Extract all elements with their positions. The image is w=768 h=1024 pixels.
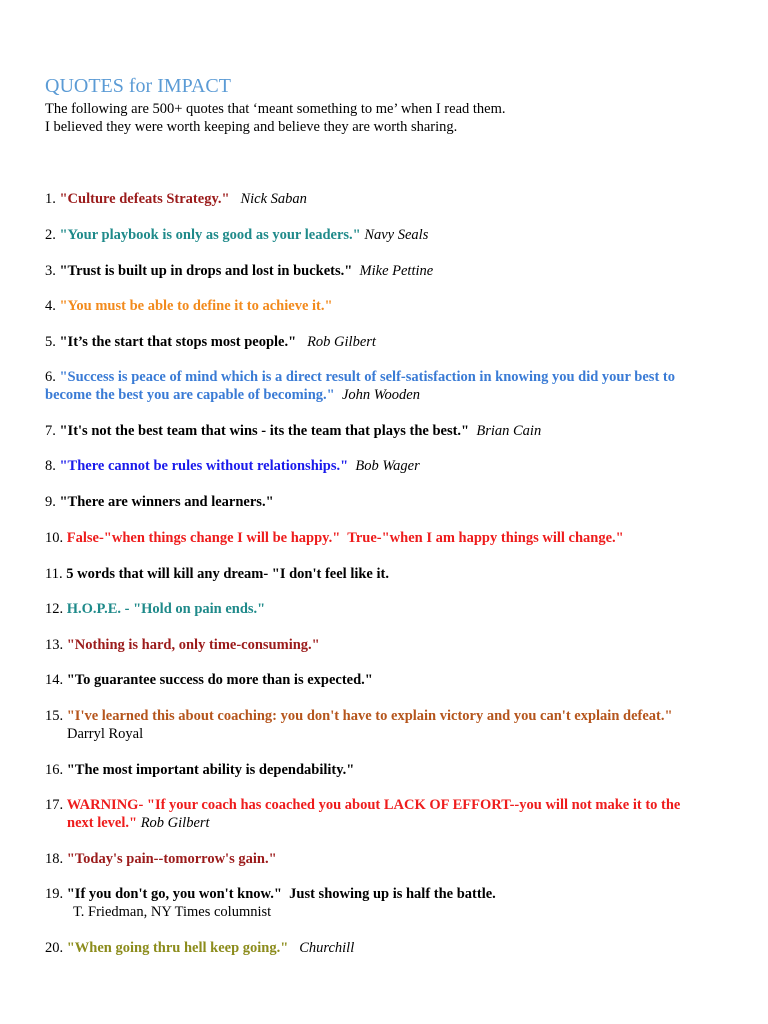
quote-text-line-2: become the best you are capable of becoming." bbox=[45, 387, 335, 403]
quote-number: 15. bbox=[45, 708, 64, 724]
quote-author: Bob Wager bbox=[355, 458, 420, 474]
quote-number: 12. bbox=[45, 601, 64, 617]
quote-item-15 bbox=[45, 707, 745, 743]
intro-line-1: The following are 500+ quotes that ‘meant something to me’ when I read them. bbox=[45, 101, 506, 117]
quote-text: False-"when things change I will be happy." True-"when I am happy things will change." bbox=[66, 530, 624, 546]
quote-number: 4. bbox=[45, 298, 56, 314]
quote-number: 20. bbox=[45, 940, 64, 956]
quote-item-10 bbox=[45, 529, 745, 547]
quote-text: "Today's pain--tomorrow's gain." bbox=[66, 851, 277, 867]
quote-item-18 bbox=[45, 850, 745, 868]
quote-item-19 bbox=[45, 885, 745, 921]
quote-text: "It's not the best team that wins - its the team that plays the best." bbox=[59, 423, 470, 439]
quote-number: 6. bbox=[45, 369, 56, 385]
intro-text bbox=[45, 100, 745, 136]
quote-text: "Your playbook is only as good as your leaders." bbox=[59, 227, 361, 243]
quote-author: Rob Gilbert bbox=[140, 815, 210, 831]
quote-number: 11. bbox=[45, 566, 63, 582]
quote-text: "If you don't go, you won't know." bbox=[66, 886, 282, 902]
quote-text: "When going thru hell keep going." bbox=[66, 940, 289, 956]
quote-item-5 bbox=[45, 333, 745, 351]
quote-text: H.O.P.E. - "Hold on pain ends." bbox=[66, 601, 266, 617]
quote-number: 5. bbox=[45, 334, 56, 350]
quote-number: 3. bbox=[45, 263, 56, 279]
quote-number: 1. bbox=[45, 191, 56, 207]
quote-item-11 bbox=[45, 565, 745, 583]
quote-extra: Just showing up is half the battle. bbox=[289, 886, 496, 902]
quote-author: John Wooden bbox=[341, 387, 420, 403]
quote-text: "It’s the start that stops most people." bbox=[59, 334, 297, 350]
quote-author: Navy Seals bbox=[364, 227, 429, 243]
quote-author: Brian Cain bbox=[476, 423, 542, 439]
quote-text: "To guarantee success do more than is expected." bbox=[66, 672, 373, 688]
quote-number: 18. bbox=[45, 851, 64, 867]
quote-author: T. Friedman, NY Times columnist bbox=[73, 904, 272, 920]
quote-number: 8. bbox=[45, 458, 56, 474]
quote-text: "I've learned this about coaching: you don't have to explain victory and you can't explain defeat." bbox=[66, 708, 673, 724]
quote-number: 2. bbox=[45, 227, 56, 243]
quote-text: "There are winners and learners." bbox=[59, 494, 274, 510]
quote-item-6 bbox=[45, 368, 745, 404]
quote-text: 5 words that will kill any dream- "I don't feel like it. bbox=[66, 566, 389, 582]
quote-text-line-1: "Success is peace of mind which is a direct result of self-satisfaction in knowing you did your best to bbox=[59, 369, 675, 385]
quote-author: Mike Pettine bbox=[359, 263, 434, 279]
quote-number: 7. bbox=[45, 423, 56, 439]
quote-item-13 bbox=[45, 636, 745, 654]
document-page bbox=[45, 74, 745, 956]
quote-number: 14. bbox=[45, 672, 64, 688]
quote-author: Darryl Royal bbox=[67, 726, 144, 742]
quote-item-8 bbox=[45, 457, 745, 475]
quote-item-17 bbox=[45, 796, 745, 832]
quote-number: 16. bbox=[45, 762, 64, 778]
quote-author: Rob Gilbert bbox=[307, 334, 376, 350]
quote-item-3 bbox=[45, 262, 745, 280]
quote-text: "You must be able to define it to achieve it." bbox=[59, 298, 333, 314]
quote-number: 17. bbox=[45, 797, 64, 813]
quote-item-20 bbox=[45, 939, 745, 957]
quote-text: "Trust is built up in drops and lost in buckets." bbox=[59, 263, 353, 279]
page-title: QUOTES for IMPACT bbox=[45, 75, 231, 97]
quote-number: 13. bbox=[45, 637, 64, 653]
quote-number: 10. bbox=[45, 530, 64, 546]
quote-item-9 bbox=[45, 493, 745, 511]
quote-author: Nick Saban bbox=[240, 191, 307, 207]
quote-text: "Culture defeats Strategy." bbox=[59, 191, 230, 207]
quote-item-2 bbox=[45, 226, 745, 244]
quote-text-line-2: next level." bbox=[67, 815, 138, 831]
quote-item-7 bbox=[45, 422, 745, 440]
quote-text: "There cannot be rules without relationships." bbox=[59, 458, 349, 474]
quote-item-12 bbox=[45, 600, 745, 618]
quote-text-line-1: WARNING- "If your coach has coached you about LACK OF EFFORT--you will not make it to the bbox=[66, 797, 681, 813]
quote-author: Churchill bbox=[299, 940, 355, 956]
intro-line-2: I believed they were worth keeping and believe they are worth sharing. bbox=[45, 119, 458, 135]
quote-number: 19. bbox=[45, 886, 64, 902]
quote-item-16 bbox=[45, 761, 745, 779]
quote-item-14 bbox=[45, 671, 745, 689]
quote-text: "The most important ability is dependability." bbox=[66, 762, 355, 778]
quote-number: 9. bbox=[45, 494, 56, 510]
quote-text: "Nothing is hard, only time-consuming." bbox=[66, 637, 320, 653]
quote-item-4 bbox=[45, 297, 745, 315]
quote-item-1 bbox=[45, 190, 745, 208]
